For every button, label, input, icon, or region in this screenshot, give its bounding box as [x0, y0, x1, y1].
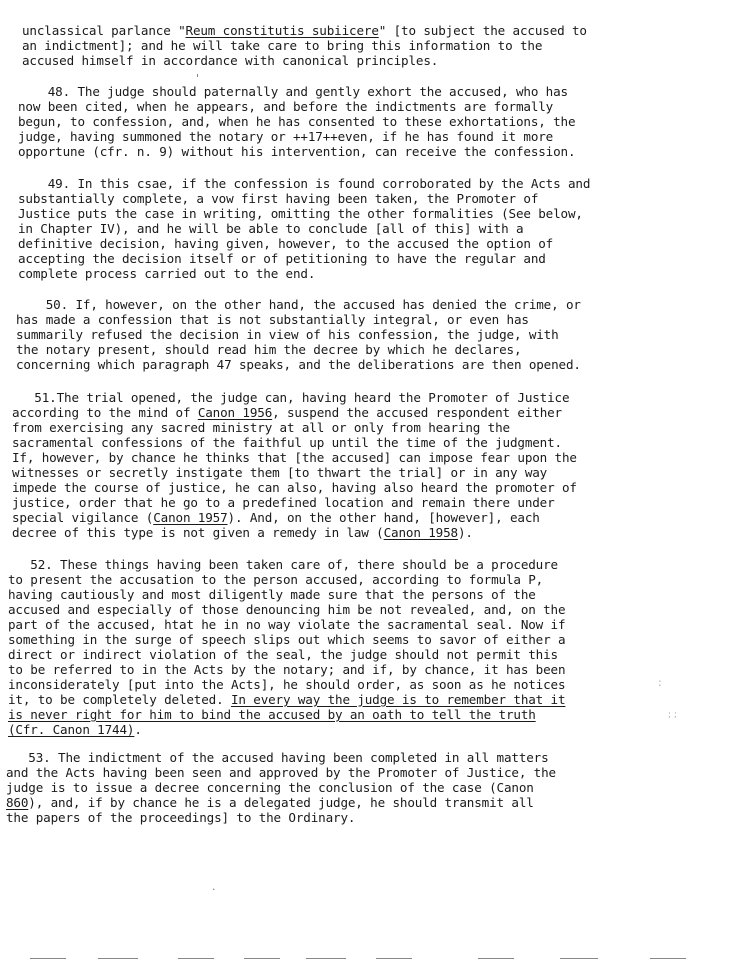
text-line: 53. The indictment of the accused having been completed in all matters: [6, 750, 549, 765]
text-line: inconsiderately [put into the Acts], he should order, as soon as he notices: [8, 677, 566, 692]
text-line: now been cited, when he appears, and before the indictments are formally: [18, 99, 554, 114]
text-line: complete process carried out to the end.: [18, 266, 316, 281]
text-line: 48. The judge should paternally and gently exhort the accused, who has: [18, 84, 568, 99]
text-line: accepting the decision itself or of petitioning to have the regular and: [18, 251, 546, 266]
bottom-scan-line: [178, 958, 214, 959]
text-line: the notary present, should read him the decree by which he declares,: [16, 342, 522, 357]
text-line: judge, having summoned the notary or ++17++even, if he has found it more: [18, 129, 554, 144]
text-line: special vigilance (Canon 1957). And, on the other hand, [however], each: [12, 510, 540, 525]
text-line: unclassical parlance "Reum constitutis subiicere" [to subject the accused to: [22, 23, 587, 38]
text-line: witnesses or secretly instigate them [to thwart the trial] or in any way: [12, 465, 548, 480]
text-line: concerning which paragraph 47 speaks, and the deliberations are then opened.: [16, 357, 581, 372]
text-line: 51.The trial opened, the judge can, having heard the Promoter of Justice: [12, 390, 570, 405]
text-line: accused himself in accordance with canonical principles.: [22, 53, 439, 68]
text-line: Justice puts the case in writing, omitting the other formalities (See below,: [18, 206, 583, 221]
bottom-scan-line: [306, 958, 346, 959]
scan-speck: ': [196, 72, 200, 85]
text-line: to present the accusation to the person accused, according to formula P,: [8, 572, 544, 587]
text-line: decree of this type is not given a remedy in law (Canon 1958).: [12, 525, 473, 540]
scan-speck: :: [658, 676, 662, 689]
bottom-scan-line: [478, 958, 514, 959]
text-line: 860), and, if by chance he is a delegated judge, he should transmit all: [6, 795, 534, 810]
text-line: accused and especially of those denouncing him be not revealed, and, on the: [8, 602, 566, 617]
text-line: from exercising any sacred ministry at all or only from hearing the: [12, 420, 510, 435]
text-line: judge is to issue a decree concerning the conclusion of the case (Canon: [6, 780, 534, 795]
text-line: an indictment]; and he will take care to bring this information to the: [22, 38, 543, 53]
text-line: definitive decision, having given, however, to the accused the option of: [18, 236, 554, 251]
text-line: something in the surge of speech slips out which seems to savor of either a: [8, 632, 566, 647]
scan-speck: ; ;: [668, 710, 677, 720]
text-line: 49. In this csae, if the confession is found corroborated by the Acts and: [18, 176, 591, 191]
text-line: it, to be completely deleted. In every way the judge is to remember that it: [8, 692, 566, 707]
text-line: summarily refused the decision in view of his confession, the judge, with: [16, 327, 559, 342]
bottom-scan-line: [650, 958, 686, 959]
text-line: part of the accused, htat he in no way violate the sacramental seal. Now if: [8, 617, 566, 632]
bottom-scan-line: [98, 958, 138, 959]
text-line: to be referred to in the Acts by the notary; and if, by chance, it has been: [8, 662, 566, 677]
text-line: the papers of the proceedings] to the Ordinary.: [6, 810, 356, 825]
text-line: impede the course of justice, he can also, having also heard the promoter of: [12, 480, 577, 495]
bottom-scan-line: [560, 958, 598, 959]
text-line: and the Acts having been seen and approved by the Promoter of Justice, the: [6, 765, 556, 780]
scan-speck: .: [212, 880, 216, 893]
text-line: 50. If, however, on the other hand, the accused has denied the crime, or: [16, 297, 581, 312]
text-line: direct or indirect violation of the seal, the judge should not permit this: [8, 647, 558, 662]
text-line: justice, order that he go to a predefined location and remain there under: [12, 495, 555, 510]
text-line: is never right for him to bind the accused by an oath to tell the truth: [8, 707, 536, 722]
text-line: according to the mind of Canon 1956, suspend the accused respondent either: [12, 405, 562, 420]
text-line: (Cfr. Canon 1744).: [8, 722, 142, 737]
bottom-scan-line: [244, 958, 280, 959]
text-line: If, however, by chance he thinks that [the accused] can impose fear upon the: [12, 450, 577, 465]
text-line: substantially complete, a vow first having been taken, the Promoter of: [18, 191, 539, 206]
text-line: sacramental confessions of the faithful up until the time of the judgment.: [12, 435, 562, 450]
bottom-scan-line: [376, 958, 412, 959]
bottom-scan-line: [30, 958, 66, 959]
text-line: 52. These things having been taken care of, there should be a procedure: [8, 557, 558, 572]
text-line: opportune (cfr. n. 9) without his intervention, can receive the confession.: [18, 144, 576, 159]
text-line: has made a confession that is not substantially integral, or even has: [16, 312, 529, 327]
text-line: having cautiously and most diligently made sure that the persons of the: [8, 587, 536, 602]
text-line: in Chapter IV), and he will be able to conclude [all of this] with a: [18, 221, 524, 236]
text-line: begun, to confession, and, when he has consented to these exhortations, the: [18, 114, 576, 129]
